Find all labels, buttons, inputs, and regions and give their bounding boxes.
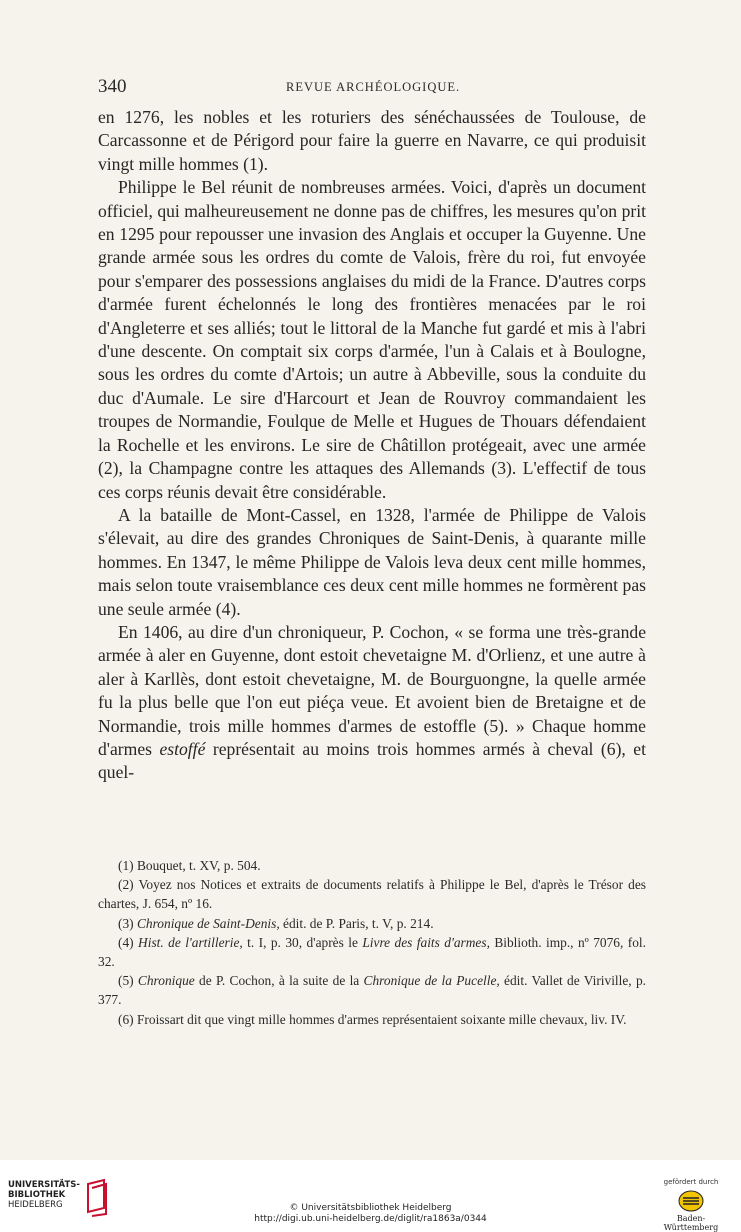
italic-run: estoffé [159,738,206,759]
copyright-text: © Universitätsbibliothek Heidelberg [289,1203,452,1213]
text-run: édit. de P. Paris, t. V, p. 214. [279,915,434,931]
italic-run: Hist. de l'artillerie, [138,934,243,950]
logo-line: BIBLIOTHEK [8,1190,66,1200]
crest-icon [678,1190,704,1212]
paragraph: Philippe le Bel réunit de nombreuses armées. Voici, d'après un document officiel, qui malheureusement ne donne pas de chiffres, les mesures qu'on prit en 1295 pour repousser une invasion des Anglais et occuper la Guyenne. Une grande armée sous les ordres du comte de Valois, frère du roi, fut envoyée pour s'emparer des possessions anglaises du midi de la France. D'autres corps d'armée furent échelonnés le long des frontières menacées par le roi d'Angleterre et ses alliés; tout le littoral de la Manche fut gardé et mis à l'abri d'une descente. On comptait six corps d'armée, l'un à Calais et à Boulogne, sous les ordres du comte d'Artois; un autre à Abbeville, sous la conduite du duc d'Aumale. Le sire d'Harcourt et Jean de Rouvroy commandaient les troupes de Normandie, Foulque de Melle et Hugues de Thouars défendaient la Rochelle et les environs. Le sire de Châtillon protégeait, avec une armée (2), la Champagne contre les attaques des Allemands (3). L'effectif de tous ces corps réunis devait être considérable. [98,177,646,502]
logo-line: UNIVERSITÄTS- [8,1180,80,1190]
copyright-notice [0,1203,741,1225]
footer-bar [0,1160,741,1232]
logo-line: HEIDELBERG [8,1200,63,1210]
footnote: (1) Bouquet, t. XV, p. 504. [118,858,261,873]
italic-run: Chronique [137,973,195,989]
text-run: (5) [118,973,138,989]
text-run: représentait au moins trois hommes armés à cheval (6), et quel- [98,738,646,783]
page-header [98,76,646,98]
text-run: édit. Vallet de Viriville, p. 377. [98,973,646,1008]
page-number: 340 [98,76,127,97]
sponsor-name: Baden-Württemberg [663,1214,719,1232]
paragraph: A la bataille de Mont-Cassel, en 1328, l'armée de Philippe de Valois s'élevait, au dire des grandes Chroniques de Saint-Denis, à quarante mille hommes. En 1347, le même Philippe de Valois leva deux cent mille hommes, mais selon toute vraisemblance ces deux cent mille hommes ne formèrent pas une seule armée (4). [98,504,646,619]
italic-run: Chronique de Saint-Denis, [136,915,280,931]
text-run: (4) [118,934,139,950]
text-run: t. I, p. 30, d'après le [242,934,363,950]
paragraph [98,621,646,785]
text-run: de P. Cochon, à la suite de la [194,973,364,989]
text-run: Biblioth. imp., nº 7076, fol. 32. [98,934,646,970]
running-title: REVUE ARCHÉOLOGIQUE. [286,80,461,94]
paragraph: en 1276, les nobles et les roturiers des sénéchaussées de Toulouse, de Carcassonne et de Périgord pour faire la guerre en Navarre, ce qui produisit vingt mille hommes (1). [98,107,646,174]
footnote [98,914,646,933]
footnote: (6) Froissart dit que vingt mille hommes d'armes représentaient soixante mille chevaux, liv. IV. [118,1011,627,1027]
sponsor-block [651,1178,731,1232]
body-text [98,106,646,785]
text-run: En 1406, au dire d'un chroniqueur, P. Cochon, « se forma une très-grande armée à aler en Guyenne, dont estoit chevetaigne M. d'Orlienz, et une autre à aler à Karllès, dont estoit chevetaigne, M. de Bourguongne, la quelle armée fu la plus belle que l'on eut piéça veue. Et avoient bien de Bretaigne et de Normandie, trois mille hommes d'armes de estoffle (5). » Chaque homme d'armes [98,621,646,759]
footnote: (2) Voyez nos Notices et extraits de documents relatifs à Philippe le Bel, d'après le Trésor des chartes, J. 654, nº 16. [98,877,646,912]
footnote [98,971,646,1009]
footnote [98,933,646,971]
footnotes [98,856,646,1029]
text-run: (3) [118,915,137,931]
sponsor-label: gefördert durch [663,1178,719,1186]
permalink[interactable]: http://digi.ub.uni-heidelberg.de/diglit/ra1863a/0344 [254,1214,487,1224]
italic-run: Chronique de la Pucelle, [363,973,500,989]
italic-run: Livre des faits d'armes, [362,934,490,950]
